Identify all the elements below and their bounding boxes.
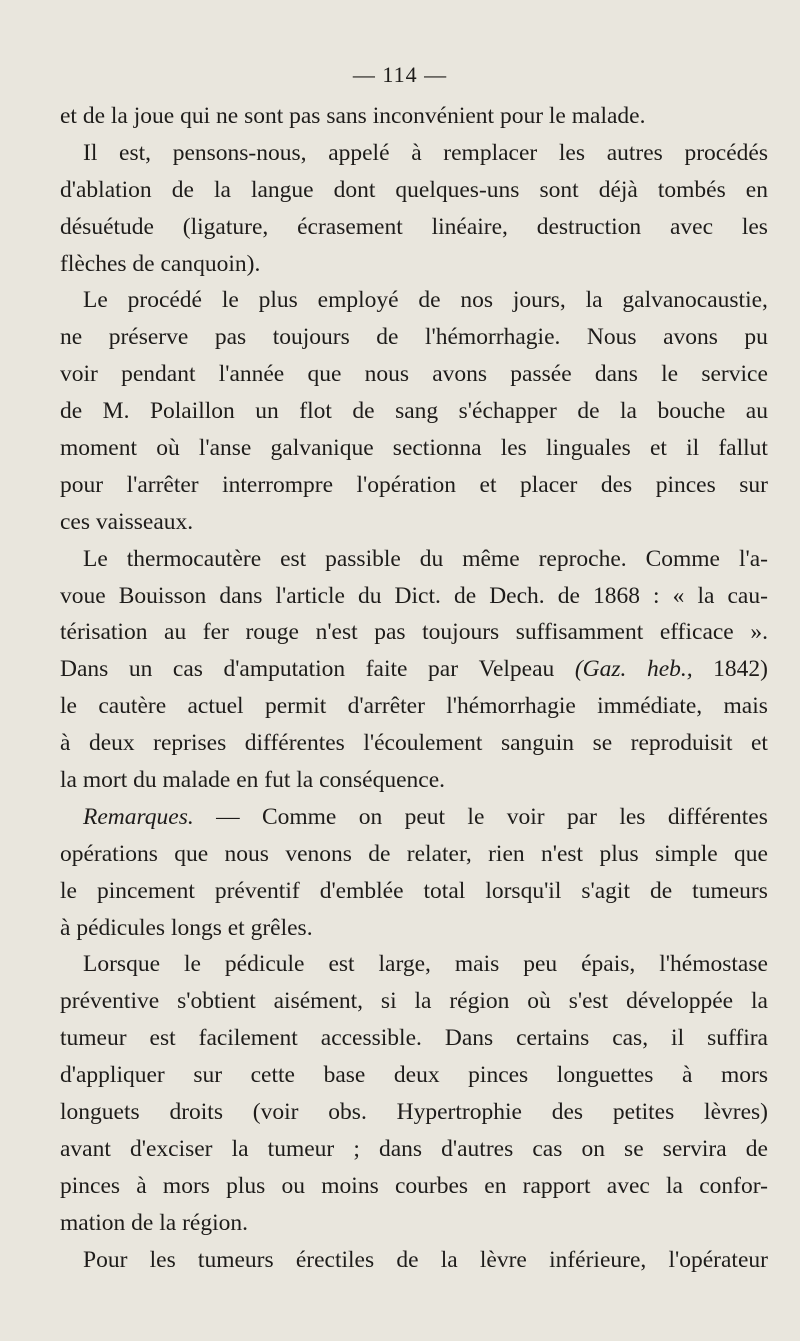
text-line: Pour les tumeurs érectiles de la lèvre inférieure, l'opérateur xyxy=(83,1246,768,1273)
text-line: d'appliquer sur cette base deux pinces longuettes à mors xyxy=(60,1062,768,1089)
text-line: Lorsque le pédicule est large, mais peu épais, l'hémostase xyxy=(83,951,768,978)
text-line: pinces à mors plus ou moins courbes en rapport avec la confor- xyxy=(60,1172,768,1199)
body-text xyxy=(60,98,768,1279)
text-line: la mort du malade en fut la conséquence. xyxy=(60,767,446,794)
text-line: d'ablation de la langue dont quelques-uns sont déjà tombés en xyxy=(60,176,768,203)
text-line: désuétude (ligature, écrasement linéaire, destruction avec les xyxy=(60,213,768,240)
text-line: le cautère actuel permit d'arrêter l'hémorrhagie immédiate, mais xyxy=(60,693,768,720)
text-line: voue Bouisson dans l'article du Dict. de Dech. de 1868 : « la cau- xyxy=(60,582,768,609)
text-line: tumeur est facilement accessible. Dans certains cas, il suffira xyxy=(60,1025,768,1052)
text-line: opérations que nous venons de relater, rien n'est plus simple que xyxy=(60,840,768,867)
text-line: Dans un cas d'amputation faite par Velpeau (Gaz. heb., 1842) xyxy=(60,656,768,683)
text-line: à pédicules longs et grêles. xyxy=(60,914,313,941)
text-line: longuets droits (voir obs. Hypertrophie des petites lèvres) xyxy=(60,1099,768,1126)
text-line: pour l'arrêter interrompre l'opération et placer des pinces sur xyxy=(60,471,768,498)
text-line: préventive s'obtient aisément, si la région où s'est développée la xyxy=(60,988,768,1015)
text-line: mation de la région. xyxy=(60,1209,248,1236)
text-line: avant d'exciser la tumeur ; dans d'autres cas on se servira de xyxy=(60,1135,768,1162)
text-line: ces vaisseaux. xyxy=(60,508,194,535)
text-line: de M. Polaillon un flot de sang s'échapper de la bouche au xyxy=(60,398,768,425)
text-line: Remarques. — Comme on peut le voir par les différentes xyxy=(83,803,768,830)
text-line: ne préserve pas toujours de l'hémorrhagie. Nous avons pu xyxy=(60,324,768,351)
text-line: moment où l'anse galvanique sectionna les linguales et il fallut xyxy=(60,435,768,462)
text-line: Le procédé le plus employé de nos jours, la galvanocaustie, xyxy=(83,287,768,314)
page-number: — 114 — xyxy=(352,62,448,87)
text-line: à deux reprises différentes l'écoulement sanguin se reproduisit et xyxy=(60,730,768,757)
text-line: voir pendant l'année que nous avons passée dans le service xyxy=(60,361,768,388)
text-line: flèches de canquoin). xyxy=(60,250,261,277)
text-line: térisation au fer rouge n'est pas toujours suffisamment efficace ». xyxy=(60,619,768,646)
text-line: Le thermocautère est passible du même reproche. Comme l'a- xyxy=(83,545,768,572)
text-line: et de la joue qui ne sont pas sans inconvénient pour le malade. xyxy=(60,103,646,129)
text-line: Il est, pensons-nous, appelé à remplacer les autres procédés xyxy=(83,139,768,166)
text-line: le pincement préventif d'emblée total lorsqu'il s'agit de tumeurs xyxy=(60,877,768,904)
